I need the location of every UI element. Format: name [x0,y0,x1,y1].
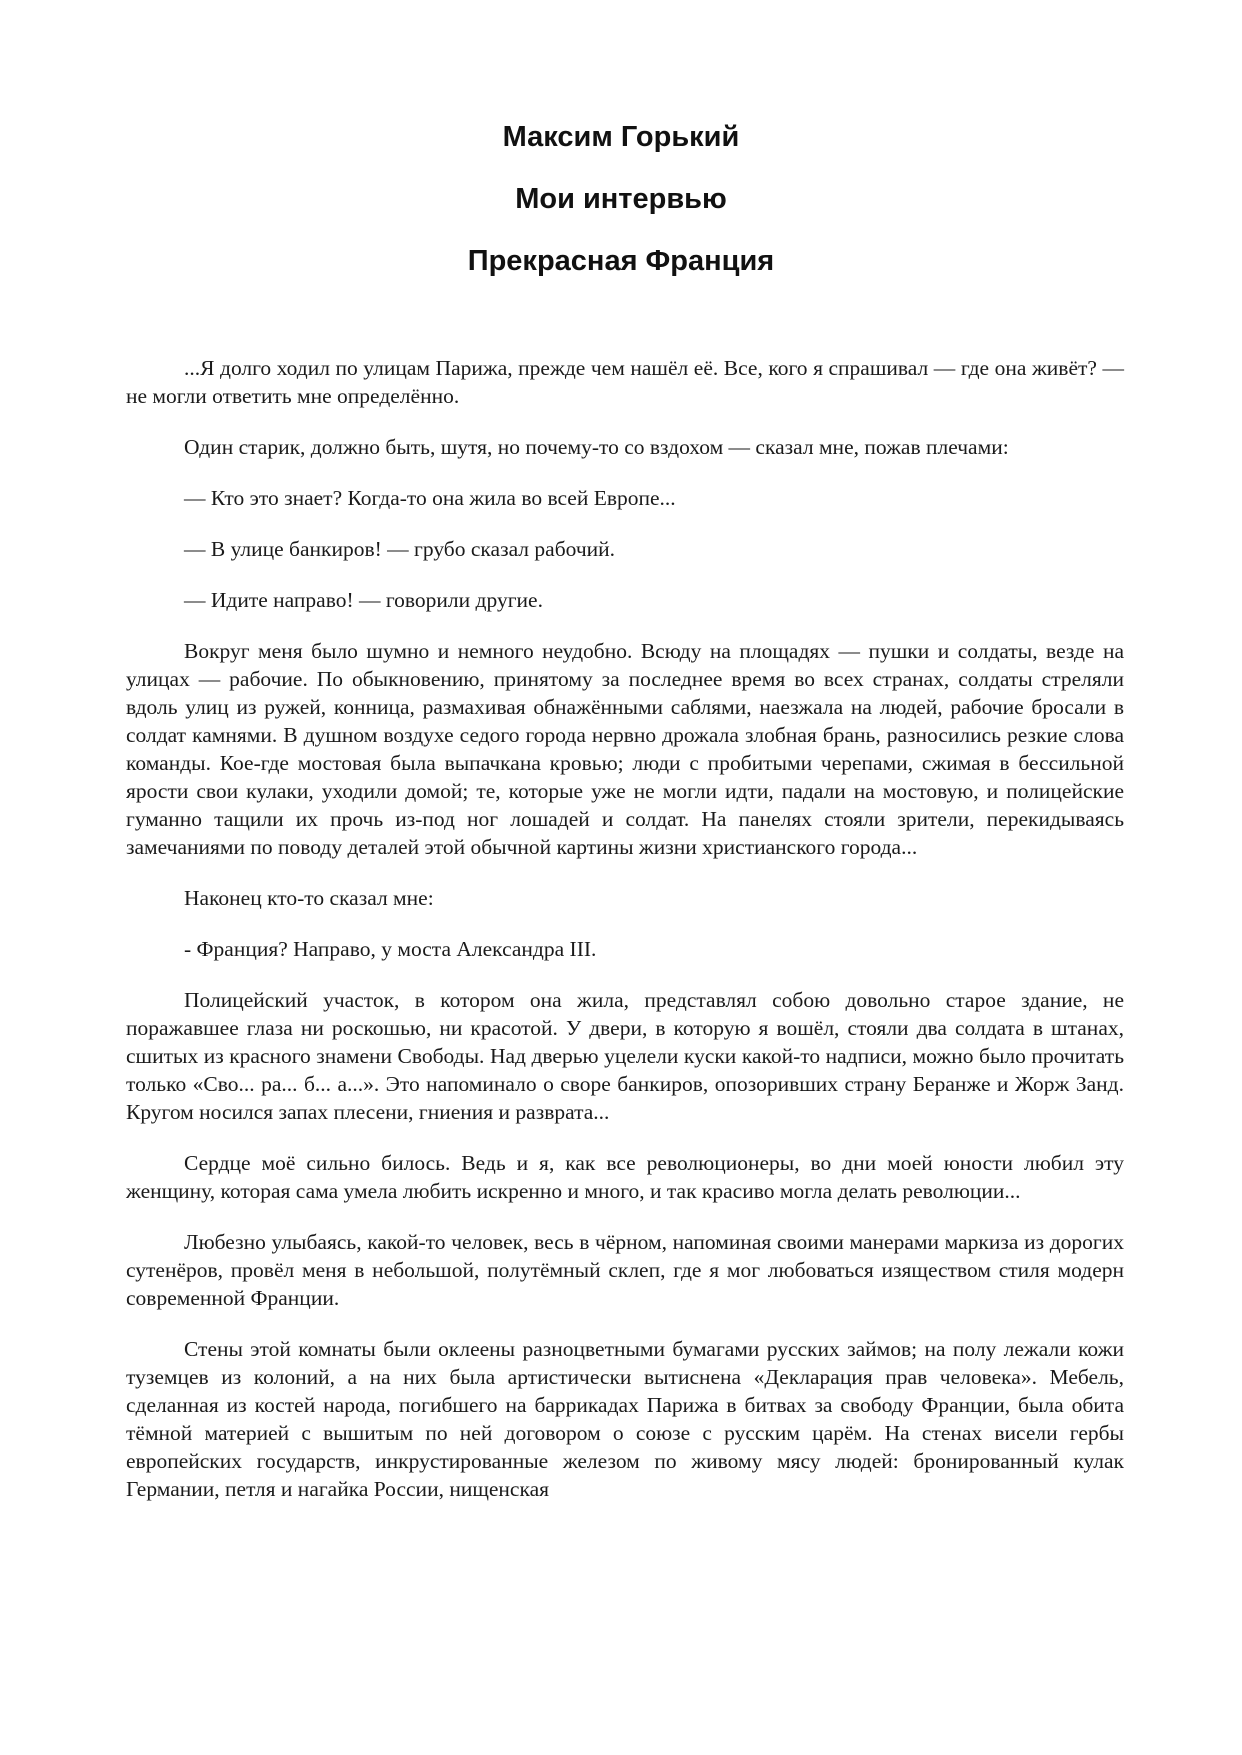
collection-heading: Мои интервью [515,183,727,215]
heading-block [0,118,1242,280]
paragraph: Полицейский участок, в котором она жила, представлял собою довольно старое здание, не поражавшее глаза ни роскошью, ни красотой. У двери, в которую я вошёл, стояли два солдата в штанах, сшитых из красного знамени Свободы. Над дверью уцелели куски какой-то надписи, можно было прочитать только «Сво... ра... б... а...». Это напоминало о своре банкиров, опозоривших страну Беранже и Жорж Занд. Кругом носился запах плесени, гниения и разврата... [126,988,1124,1124]
paragraph: Один старик, должно быть, шутя, но почему-то со вздохом — сказал мне, пожав плечами: [184,435,1009,459]
paragraph: Наконец кто-то сказал мне: [184,886,434,910]
paragraph: - Франция? Направо, у моста Александра III. [184,937,597,961]
paragraph: — Идите направо! — говорили другие. [184,588,543,612]
paragraph: Сердце моё сильно билось. Ведь и я, как все революционеры, во дни моей юности любил эту женщину, которая сама умела любить искренно и много, и так красиво могла делать революции... [126,1151,1124,1203]
author-heading: Максим Горький [502,121,740,153]
paragraph: Стены этой комнаты были оклеены разноцветными бумагами русских займов; на полу лежали кожи туземцев из колоний, а на них была артистически вытиснена «Декларация прав человека». Мебель, сделанная из костей народа, погибшего на баррикадах Парижа в битвах за свободу Франции, была обита тёмной материей с вышитым по ней договором о союзе с русским царём. На стенах висели гербы европейских государств, инкрустированные железом по живому мясу людей: бронированный кулак Германии, петля и нагайка России, нищенская [126,1337,1124,1501]
paragraph: — Кто это знает? Когда-то она жила во всей Европе... [184,486,676,510]
body-text [126,354,1124,1526]
paragraph: Вокруг меня было шумно и немного неудобно. Всюду на площадях — пушки и солдаты, везде на улицах — рабочие. По обыкновению, принятому за последнее время во всех странах, солдаты стреляли вдоль улиц из ружей, конница, размахивая обнажёнными саблями, наезжала на людей, рабочие бросали в солдат камнями. В душном воздухе седого города нервно дрожала злобная брань, разносились резкие слова команды. Кое-где мостовая была выпачкана кровью; люди с пробитыми черепами, сжимая в бессильной ярости свои кулаки, уходили домой; те, которые уже не могли идти, падали на мостовую, и полицейские гуманно тащили их прочь из-под ног лошадей и солдат. На панелях стояли зрители, перекидываясь замечаниями по поводу деталей этой обычной картины жизни христианского города... [126,639,1124,859]
paragraph: ...Я долго ходил по улицам Парижа, прежде чем нашёл её. Все, кого я спрашивал — где она живёт? — не могли ответить мне определённо. [126,356,1124,408]
paragraph: Любезно улыбаясь, какой-то человек, весь в чёрном, напоминая своими манерами маркиза из дорогих сутенёров, провёл меня в небольшой, полутёмный склеп, где я мог любоваться изяществом стиля модерн современной Франции. [126,1230,1124,1310]
paragraph: — В улице банкиров! — грубо сказал рабочий. [184,537,616,561]
title-heading: Прекрасная Франция [467,245,775,277]
